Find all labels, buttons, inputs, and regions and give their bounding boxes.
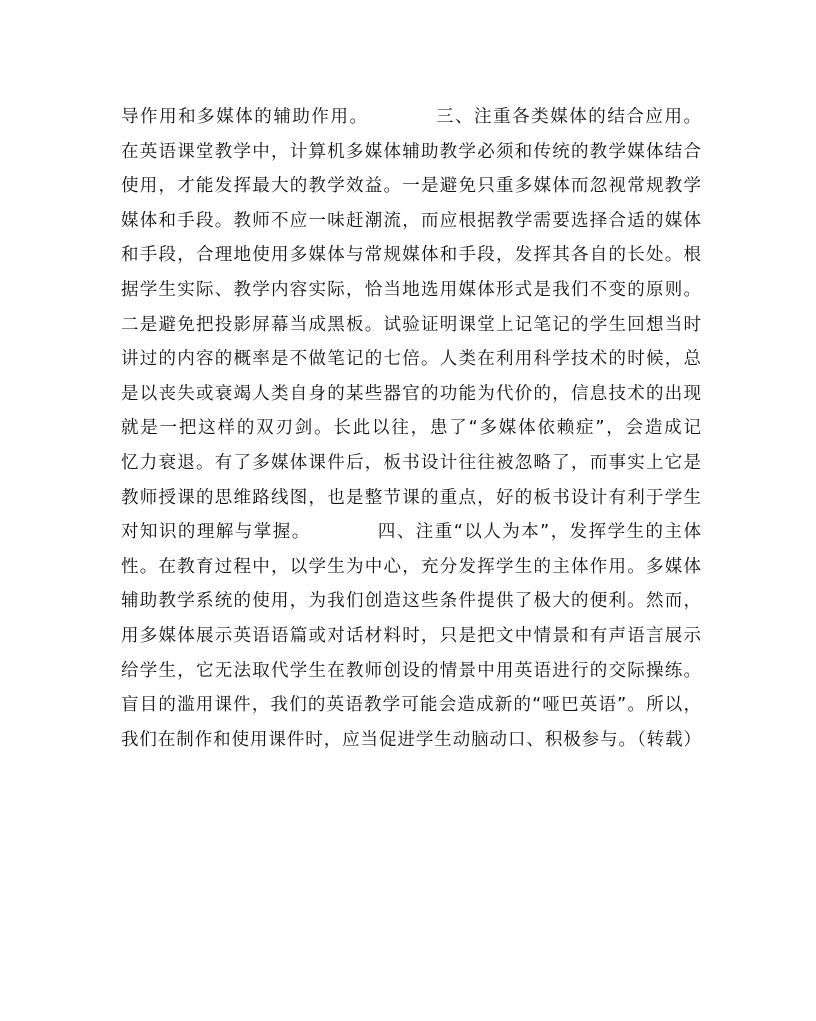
text-line: 是以丧失或衰竭人类自身的某些器官的功能为代价的，信息技术的出现 — [121, 383, 701, 404]
text-line: 导作用和多媒体的辅助作用。 三、注重各类媒体的结合应用。 — [121, 107, 701, 127]
body-text — [121, 100, 701, 757]
text-line: 二是避免把投影屏幕当成黑板。试验证明课堂上记笔记的学生回想当时 — [121, 314, 701, 335]
text-line: 给学生，它无法取代学生在教师创设的情景中用英语进行的交际操练。 — [121, 660, 701, 681]
text-line: 性。在教育过程中，以学生为中心，充分发挥学生的主体作用。多媒体 — [121, 556, 701, 577]
text-line: 忆力衰退。有了多媒体课件后，板书设计往往被忽略了，而事实上它是 — [121, 452, 701, 473]
text-line: 就是一把这样的双刃剑。长此以往，患了“多媒体依赖症”，会造成记 — [121, 418, 701, 439]
text-line: 盲目的滥用课件，我们的英语教学可能会造成新的“哑巴英语”。所以， — [121, 695, 701, 716]
text-line: 据学生实际、教学内容实际，恰当地选用媒体形式是我们不变的原则。 — [121, 279, 701, 300]
text-line: 用多媒体展示英语语篇或对话材料时，只是把文中情景和有声语言展示 — [121, 625, 701, 646]
text-line: 和手段，合理地使用多媒体与常规媒体和手段，发挥其各自的长处。根 — [121, 245, 701, 266]
text-line: 媒体和手段。教师不应一味赶潮流，而应根据教学需要选择合适的媒体 — [121, 210, 701, 231]
text-line: 使用，才能发挥最大的教学效益。一是避免只重多媒体而忽视常规教学 — [121, 176, 701, 197]
text-line: 对知识的理解与掌握。 四、注重“以人为本”，发挥学生的主体 — [121, 522, 701, 543]
text-line: 辅助教学系统的使用，为我们创造这些条件提供了极大的便利。然而， — [121, 591, 701, 612]
text-line: 教师授课的思维路线图，也是整节课的重点，好的板书设计有利于学生 — [121, 487, 701, 508]
text-line: 讲过的内容的概率是不做笔记的七倍。人类在利用科学技术的时候，总 — [121, 349, 701, 370]
text-line: 我们在制作和使用课件时，应当促进学生动脑动口、积极参与。（转载） — [121, 729, 701, 750]
text-line: 在英语课堂教学中，计算机多媒体辅助教学必须和传统的教学媒体结合 — [121, 141, 701, 162]
